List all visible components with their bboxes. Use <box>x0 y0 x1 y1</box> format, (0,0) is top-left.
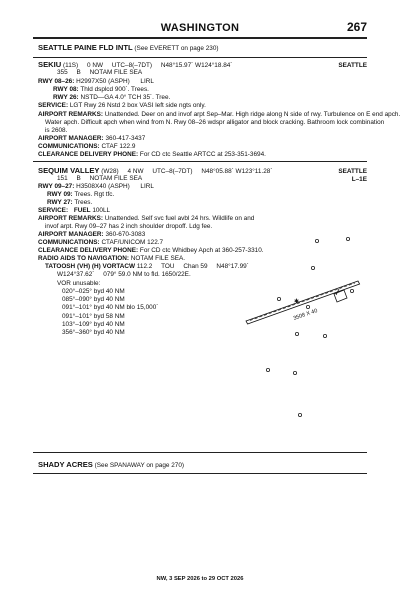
divider <box>33 57 367 58</box>
sequim-vor-header: VOR unusable: <box>57 280 101 287</box>
sequim-comm <box>38 239 163 247</box>
sequim-vortac-text: 112.2 TOU Chan 59 N48°17.99´ <box>136 263 249 270</box>
sequim-rwy09-label: RWY 09: <box>47 191 73 198</box>
sequim-vortac <box>45 263 249 271</box>
shady-acres-entry <box>38 461 184 470</box>
sekiu-line1-rest: (11S) 0 NW UTC–8(–7DT) N48°15.97´ W124°18.84´ <box>63 62 233 69</box>
state-heading: WASHINGTON <box>160 22 240 34</box>
sequim-remarks-2: invof arpt. Rwy 09–27 has 2 inch shoulder dropoff. Ldg fee. <box>45 223 213 230</box>
sequim-line1-rest: (W28) 4 NW UTC–8(–7DT) N48°05.88´ W123°11.28´ <box>101 168 273 175</box>
sequim-rwy-text: H3508X40 (ASPH) LIRL <box>76 183 154 190</box>
sequim-vor-list <box>62 288 158 337</box>
sequim-service-text: 100LL <box>92 207 111 214</box>
sekiu-comm <box>38 143 135 151</box>
sequim-manager <box>38 231 145 239</box>
sequim-vortac-label: TATOOSH (VH) (H) VORTACW <box>45 263 136 270</box>
vor-unusable-item: 020°–025° byd 40 NM <box>62 288 125 295</box>
sequim-remarks-1: Unattended. Self svc fuel avbl 24 hrs. Wildlife on and <box>104 215 255 222</box>
sequim-service <box>38 207 110 215</box>
sequim-comm-label: COMMUNICATIONS: <box>38 239 100 246</box>
page-number: 267 <box>346 20 367 34</box>
sekiu-manager-text: 360-417-3437 <box>105 135 146 142</box>
sekiu-runway <box>38 78 154 86</box>
sequim-rwy27-label: RWY 27: <box>47 199 73 206</box>
sequim-chart-name: SEATTLE <box>338 168 367 175</box>
divider <box>33 452 367 453</box>
beacon-icon: ✱ <box>294 299 300 305</box>
seattle-paine-entry <box>38 44 219 53</box>
sekiu-rwy26-text: NSTD—GA 4.0° TCH 35´. Tree. <box>80 94 171 101</box>
sequim-runway <box>38 183 154 191</box>
tree-symbol <box>315 239 318 242</box>
sequim-rwy-label: RWY 09–27: <box>38 183 75 190</box>
sequim-manager-label: AIRPORT MANAGER: <box>38 231 104 238</box>
sequim-comm-text: CTAF/UNICOM 122.7 <box>101 239 164 246</box>
sekiu-manager-label: AIRPORT MANAGER: <box>38 135 104 142</box>
sekiu-clr-text: For CD ctc Seattle ARTCC at 253-351-3694. <box>139 151 266 158</box>
header-rule <box>33 37 367 39</box>
sequim-rwy09 <box>47 191 114 199</box>
tree-symbol <box>350 289 353 292</box>
seattle-paine-name: SEATTLE PAINE FLD INTL <box>38 43 133 52</box>
sekiu-rwy-text: H2997X50 (ASPH) LIRL <box>76 78 154 85</box>
effective-dates: NW, 3 SEP 2026 to 29 OCT 2026 <box>156 576 244 582</box>
sequim-navaids <box>38 255 185 263</box>
vor-unusable-item: 091°–101° byd 58 NM <box>62 312 125 320</box>
sekiu-manager <box>38 135 145 143</box>
airport-diagram <box>236 199 367 443</box>
tree-symbol <box>295 332 298 335</box>
sekiu-service-text: LGT Rwy 26 Nstd 2 box VASI left side ngts only. <box>69 102 206 109</box>
shady-acres-name: SHADY ACRES <box>38 460 93 469</box>
sequim-nav-text: NOTAM FILE SEA. <box>130 255 186 262</box>
sekiu-remarks-label: AIRPORT REMARKS: <box>38 111 103 118</box>
sequim-fuel-label: FUEL <box>73 207 91 214</box>
sekiu-comm-label: COMMUNICATIONS: <box>38 143 100 150</box>
sekiu-rwy26-label: RWY 26: <box>53 94 79 101</box>
tree-symbol <box>298 413 301 416</box>
runway-dimension-label: 3508 X 40 <box>292 308 319 322</box>
obstruction-symbols <box>266 237 353 416</box>
sekiu-rwy26 <box>53 94 170 102</box>
sekiu-remarks-1: Unattended. Deer on and invof arpt Sep–Mar. High ridge along N side of rwy. Turbulence on E end apch. <box>104 111 400 118</box>
vor-unusable-item: 085°–090° byd 40 NM <box>62 296 125 304</box>
sequim-nav-label: RADIO AIDS TO NAVIGATION: <box>38 255 130 262</box>
sequim-clr-text: For CD ctc Whidbey Apch at 360-257-3310. <box>139 247 264 254</box>
sekiu-clearance <box>38 151 266 159</box>
sekiu-remarks-3: is 2608. <box>45 127 68 134</box>
vor-unusable-item: 356°–360° byd 40 NM <box>62 329 125 337</box>
tree-symbol <box>293 371 296 374</box>
sequim-rwy27-text: Trees. <box>74 199 93 206</box>
sekiu-line2: 355 B NOTAM FILE SEA <box>57 69 143 76</box>
vor-unusable-item: 103°–109° byd 40 NM <box>62 320 125 328</box>
divider <box>33 473 367 474</box>
sequim-rwy09-text: Trees. Rgt tfc. <box>74 191 115 198</box>
seattle-paine-ref: (See EVERETT on page 230) <box>134 45 219 52</box>
tree-symbol <box>277 297 280 300</box>
sequim-chart-lo: L–1E <box>351 176 367 184</box>
sekiu-service-label: SERVICE: <box>38 102 69 109</box>
sekiu-rwy-label: RWY 08–26: <box>38 78 75 85</box>
tree-symbol <box>346 237 349 240</box>
sekiu-clr-label: CLEARANCE DELIVERY PHONE: <box>38 151 139 158</box>
sekiu-remarks <box>38 111 400 119</box>
sekiu-remarks-2: Water apch. Difficult apch when wind from N. Rwy 08–26 wdspr alligator and block cracking. Bathroom lock combination <box>45 119 385 126</box>
sequim-line2: 151 B NOTAM FILE SEA <box>57 175 143 182</box>
sequim-rwy27 <box>47 199 92 207</box>
sekiu-rwy08-text: Thld dsplcd 900´. Trees. <box>80 86 149 93</box>
tree-symbol <box>323 334 326 337</box>
sekiu-service <box>38 102 206 110</box>
sequim-remarks-label: AIRPORT REMARKS: <box>38 215 103 222</box>
sequim-manager-text: 360-670-3083 <box>105 231 146 238</box>
tree-symbol <box>311 266 314 269</box>
sequim-chart <box>338 168 367 184</box>
sekiu-chart: SEATTLE <box>338 62 367 69</box>
tree-symbol <box>306 305 309 308</box>
tree-symbol <box>266 368 269 371</box>
divider <box>33 161 367 162</box>
vor-unusable-item: 091°–101° byd 40 NM blo 15,000´ <box>62 304 159 312</box>
sequim-remarks <box>38 215 254 223</box>
sequim-clearance <box>38 247 264 255</box>
sequim-name: SEQUIM VALLEY <box>38 166 100 175</box>
sekiu-rwy08 <box>53 86 149 94</box>
sekiu-comm-text: CTAF 122.9 <box>101 143 136 150</box>
sekiu-name: SEKIU <box>38 60 62 69</box>
sekiu-rwy08-label: RWY 08: <box>53 86 79 93</box>
sequim-service-label: SERVICE: <box>38 207 69 214</box>
sequim-vortac-line2: W124°37.62´ 079° 59.0 NM to fld. 1650/22E. <box>57 271 191 278</box>
sequim-clr-label: CLEARANCE DELIVERY PHONE: <box>38 247 139 254</box>
shady-acres-ref: (See SPANAWAY on page 270) <box>94 462 185 469</box>
